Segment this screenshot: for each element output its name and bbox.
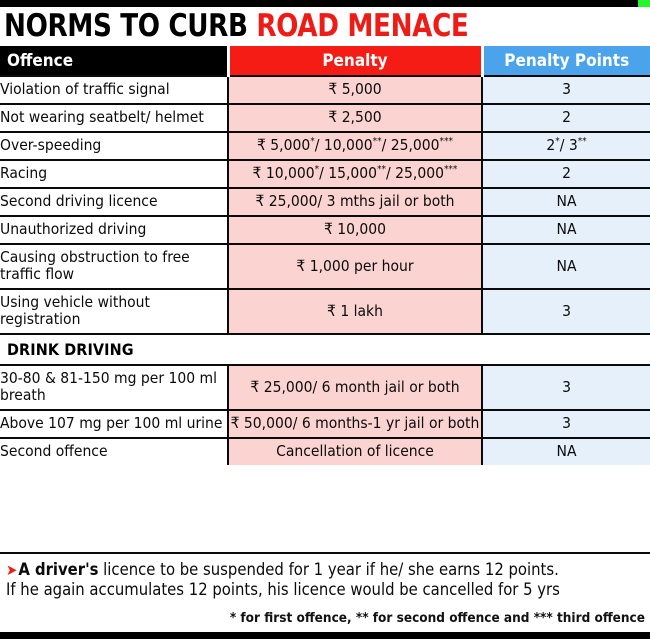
column-header-offence: Offence: [0, 46, 228, 76]
cell-offence: Over-speeding: [0, 132, 228, 160]
title-red-part: ROAD MENACE: [256, 8, 469, 44]
cell-points: 3: [482, 410, 650, 438]
cell-points: 2: [482, 160, 650, 188]
table-row: [0, 289, 650, 334]
footer-note: [0, 552, 650, 600]
cell-offence: 30-80 & 81-150 mg per 100 ml breath: [0, 365, 228, 410]
table-row: [0, 188, 650, 216]
cell-points: NA: [482, 244, 650, 289]
cell-penalty: ₹ 10,000: [228, 216, 482, 244]
cell-offence: Second offence: [0, 438, 228, 465]
table-row: [0, 365, 650, 410]
table-row: [0, 438, 650, 465]
cell-points: NA: [482, 188, 650, 216]
section-header-label: DRINK DRIVING: [0, 334, 650, 365]
column-header-penalty: Penalty: [228, 46, 482, 76]
bottom-rule: [0, 632, 650, 639]
cell-penalty: ₹ 1 lakh: [228, 289, 482, 334]
cell-penalty: ₹ 50,000/ 6 months-1 yr jail or both: [228, 410, 482, 438]
cell-offence: Above 107 mg per 100 ml urine: [0, 410, 228, 438]
cell-offence: Not wearing seatbelt/ helmet: [0, 104, 228, 132]
section-header-drink-driving: [0, 334, 650, 365]
table-row: [0, 132, 650, 160]
top-rule: [0, 0, 650, 7]
page-title: [0, 7, 650, 46]
footer-note-bold: A driver's: [18, 560, 99, 579]
footnote-legend: * for first offence, ** for second offence and *** third offence: [229, 610, 645, 626]
cell-points: 3: [482, 365, 650, 410]
cell-penalty: ₹ 5,000*/ 10,000**/ 25,000***: [228, 132, 482, 160]
table-header-row: [0, 46, 650, 76]
cell-points: NA: [482, 216, 650, 244]
cell-penalty: ₹ 10,000*/ 15,000**/ 25,000***: [228, 160, 482, 188]
table-row: [0, 410, 650, 438]
table-row: [0, 244, 650, 289]
table-row: [0, 76, 650, 104]
cell-offence: Violation of traffic signal: [0, 76, 228, 104]
cell-penalty: ₹ 25,000/ 6 month jail or both: [228, 365, 482, 410]
cell-points: 3: [482, 76, 650, 104]
footer-note-rest: licence to be suspended for 1 year if he/ she earns 12 points.: [98, 560, 559, 579]
cell-offence: Unauthorized driving: [0, 216, 228, 244]
arrow-icon: ➤: [6, 561, 16, 579]
cell-penalty: ₹ 2,500: [228, 104, 482, 132]
table-row: [0, 104, 650, 132]
column-header-penalty-points: Penalty Points: [482, 46, 650, 76]
cell-points: 3: [482, 289, 650, 334]
title-black-part: NORMS TO CURB: [4, 8, 257, 44]
cell-penalty: ₹ 1,000 per hour: [228, 244, 482, 289]
cell-penalty: ₹ 25,000/ 3 mths jail or both: [228, 188, 482, 216]
cell-offence: Using vehicle without registration: [0, 289, 228, 334]
cell-penalty: Cancellation of licence: [228, 438, 482, 465]
footer-note-line-2: If he again accumulates 12 points, his licence would be cancelled for 5 yrs: [6, 580, 560, 599]
cell-offence: Second driving licence: [0, 188, 228, 216]
title-text: [4, 8, 469, 44]
table-row: [0, 160, 650, 188]
cell-offence: Causing obstruction to free traffic flow: [0, 244, 228, 289]
cell-points: NA: [482, 438, 650, 465]
cell-points: 2*/ 3**: [482, 132, 650, 160]
penalties-table: [0, 46, 650, 465]
cell-penalty: ₹ 5,000: [228, 76, 482, 104]
table-row: [0, 216, 650, 244]
footer-note-line-1: [6, 560, 646, 580]
cell-points: 2: [482, 104, 650, 132]
cell-offence: Racing: [0, 160, 228, 188]
